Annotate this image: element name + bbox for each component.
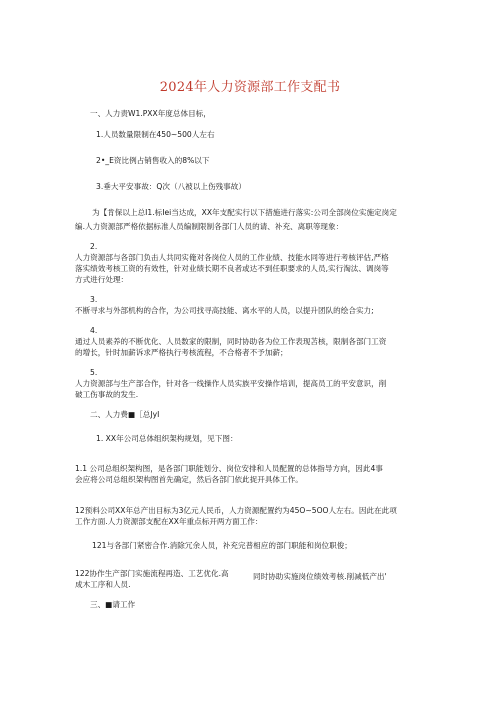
item-1-2-2-left-line-2: 成木工序和人员. xyxy=(75,580,131,589)
item-1-2-2-left-line-1: 122协作生产部门实施流程再造、工艺优化.高 xyxy=(75,569,229,578)
measure-5-number: 5. xyxy=(90,368,98,377)
subsection-2-1-1-line-2: 会应将公司总组织架构图首先确定，然后各部门依此捉开具体工作。 xyxy=(75,475,303,484)
measure-5-line-2: 破工伤事故的发生. xyxy=(75,390,139,399)
measure-4-number: 4. xyxy=(90,326,98,335)
section-3-heading: 三、■请工作 xyxy=(90,600,136,609)
section-1-heading: 一、人力责W1.PXX年度总体目标， xyxy=(90,109,211,118)
section-2-heading: 二、人力费■［总JyI xyxy=(90,410,160,419)
intro-paragraph-line-1: 为【肯保以上总I1.标Iei当达成，XX年支配实行以下措施进行落实:公司全部岗位实施定岗定 xyxy=(92,208,397,217)
target-item-3: 3.垂大平安事故：Q次（八被以上伤残事故） xyxy=(96,182,246,191)
measure-3-line-1: 不断寻求与外部机构的合作，为公司找寻高技能、离水平的人员，以提升团队的绘合实力; xyxy=(75,306,374,315)
measure-2-line-3: 方式进行处理： xyxy=(75,275,129,284)
measure-5-line-1: 人力资源部与生产部合作，针对各一线操作人员实族平安操作培训，提高员工的平安意识，削 xyxy=(75,379,387,388)
item-1-2-1: 121与各部门紧密合作.消除冗余人员，补充完普相应的部门职能和岗位职俊； xyxy=(92,541,352,550)
target-item-1: 1.人员数量限制在450~500人左右 xyxy=(96,130,215,139)
subsection-2-1: 1. XX年公司总体组织架构规划，见下图： xyxy=(96,434,238,443)
measure-2-number: 2. xyxy=(90,242,98,251)
subsection-2-1-2-line-2: 工作方面.人力资源部支配在XX年重点标开两方面工作： xyxy=(75,517,263,526)
measure-4-line-2: 的增长，针时加薪诉求严格执行考核流程，不合格者不予加薪； xyxy=(75,348,288,357)
measure-2-line-1: 人力资源部与各部门负击人共同实俺对各岗位人员的工作业绩、技能水同等进行考核评估,严格 xyxy=(75,253,389,262)
subsection-2-1-2-line-1: 12预料公司XX年总产出目标为3亿元人民币，人力资源配置约为45O~5OO人左右。因此在此项 xyxy=(75,506,397,515)
page-title: 2024年人力资源部工作支配书 xyxy=(159,80,341,95)
measure-4-line-1: 通过人员素养的不断优化、人员数家的限制，同时协助各为位工作表现苫核，限制各部门工资 xyxy=(75,337,387,346)
measure-2-line-2: 落实绩效考核工资的有效性，针对业绩长期不良者或达不到任职要求的人员,实行淘汰、调岗等 xyxy=(75,264,389,273)
item-1-2-2-right: 同时协助实施岗位绩效考核.削减低产出' xyxy=(253,572,387,581)
target-item-2: 2•_E资比例占销售收入的8%以下 xyxy=(96,156,210,165)
measure-3-number: 3. xyxy=(90,295,98,304)
intro-paragraph-line-2: 编.人力资源部严格依据标准人员编制限制各部门人员的请、补充、离职等现象： xyxy=(75,222,344,231)
subsection-2-1-1-line-1: 1.1 公司总组织架构图，是各部门职能划分、岗位安排和人员配置的总体指导方向，因此4事 xyxy=(75,464,383,473)
